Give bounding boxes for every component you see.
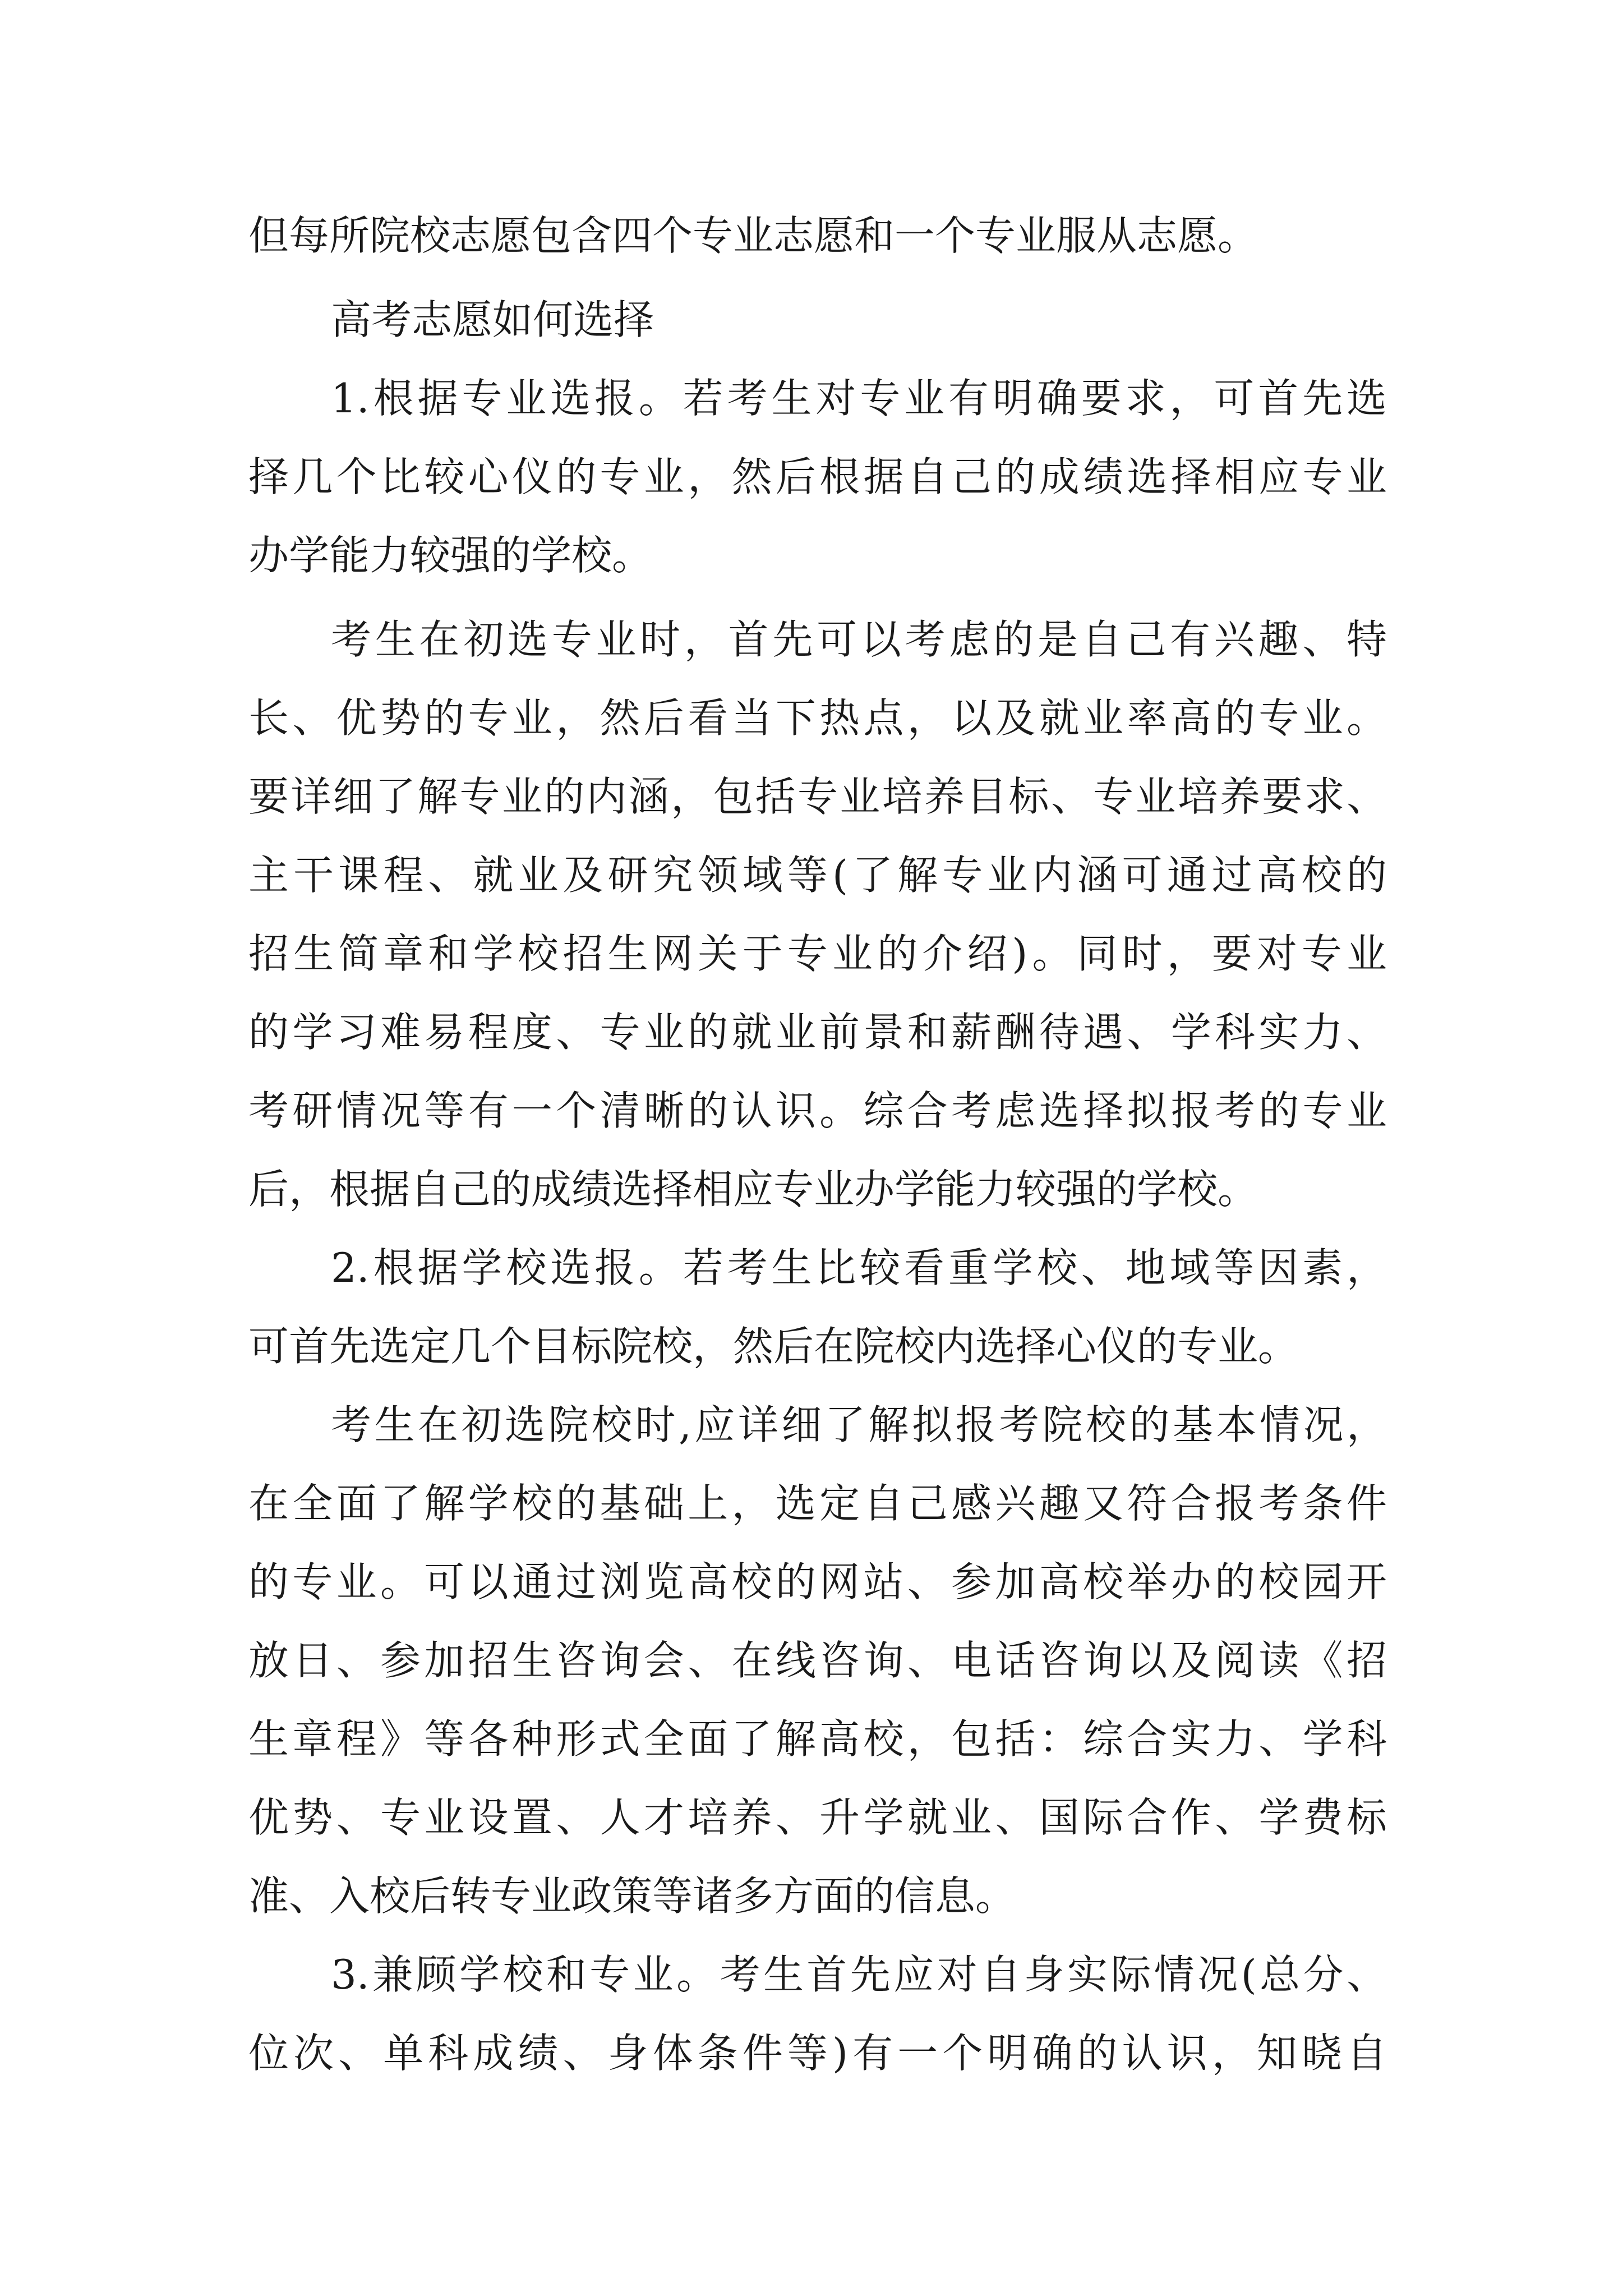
text-line: 考研情况等有一个清晰的认识。综合考虑选择拟报考的专业 (248, 1087, 1387, 1134)
text-line: 招生简章和学校招生网关于专业的介绍)。同时，要对专业 (248, 930, 1387, 977)
text-line: 办学能力较强的学校。 (248, 532, 653, 579)
text-line: 3.兼顾学校和专业。考生首先应对自身实际情况(总分、 (331, 1951, 1387, 1998)
text-line: 可首先选定几个目标院校，然后在院校内选择心仪的专业。 (248, 1323, 1299, 1370)
text-line: 要详细了解专业的内涵，包括专业培养目标、专业培养要求、 (248, 773, 1387, 820)
text-line: 的学习难易程度、专业的就业前景和薪酬待遇、学科实力、 (248, 1009, 1387, 1056)
section-heading: 高考志愿如何选择 (331, 296, 654, 343)
text-line: 但每所院校志愿包含四个专业志愿和一个专业服从志愿。 (248, 212, 1258, 259)
text-line: 择几个比较心仪的专业，然后根据自己的成绩选择相应专业 (248, 453, 1387, 500)
text-line: 放日、参加招生咨询会、在线咨询、电话咨询以及阅读《招 (248, 1637, 1387, 1684)
text-line: 考生在初选专业时，首先可以考虑的是自己有兴趣、特 (331, 616, 1387, 663)
text-line: 优势、专业设置、人才培养、升学就业、国际合作、学费标 (248, 1794, 1387, 1841)
text-line: 1.根据专业选报。若考生对专业有明确要求，可首先选 (331, 375, 1387, 422)
text-line: 的专业。可以通过浏览高校的网站、参加高校举办的校园开 (248, 1558, 1387, 1605)
text-line: 2.根据学校选报。若考生比较看重学校、地域等因素， (331, 1244, 1387, 1291)
text-line: 考生在初选院校时,应详细了解拟报考院校的基本情况， (331, 1401, 1387, 1448)
text-line: 长、优势的专业，然后看当下热点，以及就业率高的专业。 (248, 694, 1387, 742)
text-line: 后，根据自己的成绩选择相应专业办学能力较强的学校。 (248, 1166, 1258, 1213)
text-line: 生章程》等各种形式全面了解高校，包括：综合实力、学科 (248, 1715, 1387, 1763)
text-line: 位次、单科成绩、身体条件等)有一个明确的认识，知晓自 (248, 2030, 1387, 2077)
text-line: 在全面了解学校的基础上，选定自己感兴趣又符合报考条件 (248, 1480, 1387, 1527)
text-line: 主干课程、就业及研究领域等(了解专业内涵可通过高校的 (248, 852, 1387, 899)
text-line: 准、入校后转专业政策等诸多方面的信息。 (248, 1872, 1016, 1920)
